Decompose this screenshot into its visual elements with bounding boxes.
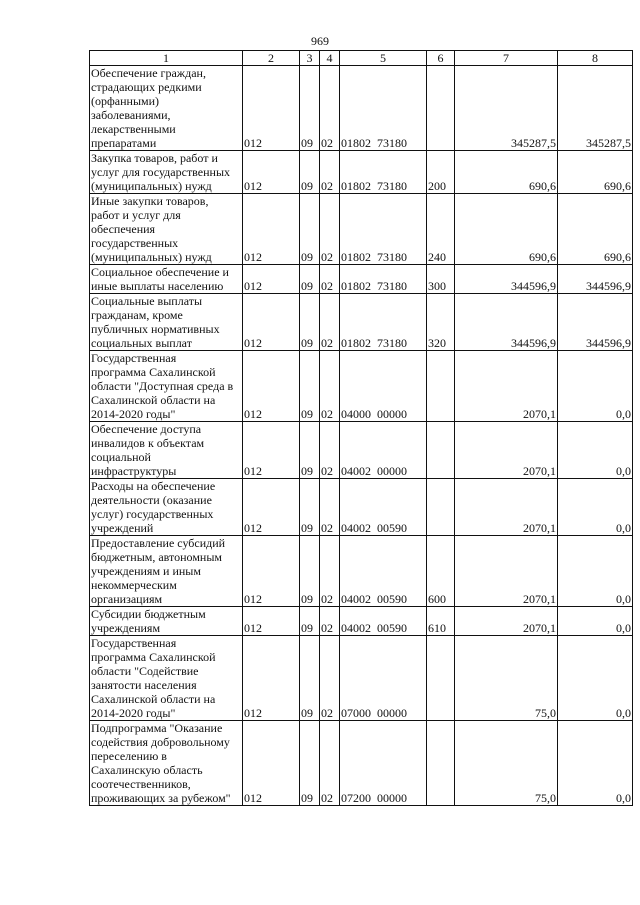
amount-col7: 2070,1: [455, 422, 558, 479]
amount-col8: 690,6: [558, 151, 633, 194]
item-name: Государственная программа Сахалинской области "Доступная среда в Сахалинской области на 2014-2020 годы": [90, 351, 243, 422]
ministry-code: 012: [243, 151, 300, 194]
amount-col8: 690,6: [558, 194, 633, 265]
amount-col7: 2070,1: [455, 479, 558, 536]
target-article-code: 01802 73180: [340, 66, 427, 151]
amount-col7: 2070,1: [455, 351, 558, 422]
section-code: 09: [300, 265, 320, 294]
subsection-code: 02: [320, 479, 340, 536]
column-header: 6: [427, 51, 455, 66]
ministry-code: 012: [243, 194, 300, 265]
target-article-code: 01802 73180: [340, 294, 427, 351]
target-article-code: 04000 00000: [340, 351, 427, 422]
table-row: [90, 351, 633, 422]
amount-col8: 0,0: [558, 479, 633, 536]
expense-type-code: [427, 721, 455, 806]
amount-col8: 345287,5: [558, 66, 633, 151]
target-article-code: 04002 00000: [340, 422, 427, 479]
column-header: 2: [243, 51, 300, 66]
subsection-code: 02: [320, 194, 340, 265]
ministry-code: 012: [243, 294, 300, 351]
item-name: Обеспечение граждан, страдающих редкими (орфанными) заболеваниями, лекарственными препаратами: [90, 66, 243, 151]
item-name: Субсидии бюджетным учреждениям: [90, 607, 243, 636]
section-code: 09: [300, 351, 320, 422]
table-row: [90, 636, 633, 721]
ministry-code: 012: [243, 66, 300, 151]
amount-col7: 75,0: [455, 636, 558, 721]
expense-type-code: [427, 479, 455, 536]
column-header: 3: [300, 51, 320, 66]
item-name: Подпрограмма "Оказание содействия добровольному переселению в Сахалинскую область соотечественников, проживающих за рубежом": [90, 721, 243, 806]
target-article-code: 04002 00590: [340, 536, 427, 607]
page-number: 969: [311, 34, 329, 48]
expense-type-code: 240: [427, 194, 455, 265]
budget-table: [89, 50, 633, 806]
section-code: 09: [300, 294, 320, 351]
item-name: Социальные выплаты гражданам, кроме публичных нормативных социальных выплат: [90, 294, 243, 351]
expense-type-code: 320: [427, 294, 455, 351]
subsection-code: 02: [320, 636, 340, 721]
amount-col7: 690,6: [455, 194, 558, 265]
item-name: Иные закупки товаров, работ и услуг для обеспечения государственных (муниципальных) нужд: [90, 194, 243, 265]
table-row: [90, 479, 633, 536]
amount-col7: 75,0: [455, 721, 558, 806]
section-code: 09: [300, 194, 320, 265]
item-name: Обеспечение доступа инвалидов к объектам социальной инфраструктуры: [90, 422, 243, 479]
column-header: 5: [340, 51, 427, 66]
section-code: 09: [300, 536, 320, 607]
table-row: [90, 536, 633, 607]
section-code: 09: [300, 66, 320, 151]
section-code: 09: [300, 607, 320, 636]
table-row: [90, 607, 633, 636]
amount-col7: 344596,9: [455, 294, 558, 351]
ministry-code: 012: [243, 721, 300, 806]
header-row: [90, 51, 633, 66]
expense-type-code: [427, 636, 455, 721]
ministry-code: 012: [243, 536, 300, 607]
table-row: [90, 265, 633, 294]
target-article-code: 01802 73180: [340, 194, 427, 265]
target-article-code: 04002 00590: [340, 607, 427, 636]
expense-type-code: 300: [427, 265, 455, 294]
ministry-code: 012: [243, 636, 300, 721]
item-name: Закупка товаров, работ и услуг для государственных (муниципальных) нужд: [90, 151, 243, 194]
column-header: 4: [320, 51, 340, 66]
item-name: Социальное обеспечение и иные выплаты населению: [90, 265, 243, 294]
amount-col7: 2070,1: [455, 536, 558, 607]
section-code: 09: [300, 151, 320, 194]
subsection-code: 02: [320, 422, 340, 479]
expense-type-code: [427, 66, 455, 151]
amount-col7: 344596,9: [455, 265, 558, 294]
expense-type-code: [427, 422, 455, 479]
subsection-code: 02: [320, 536, 340, 607]
target-article-code: 01802 73180: [340, 151, 427, 194]
amount-col8: 0,0: [558, 607, 633, 636]
target-article-code: 01802 73180: [340, 265, 427, 294]
amount-col8: 344596,9: [558, 294, 633, 351]
subsection-code: 02: [320, 265, 340, 294]
expense-type-code: [427, 351, 455, 422]
section-code: 09: [300, 422, 320, 479]
column-header: 7: [455, 51, 558, 66]
item-name: Предоставление субсидий бюджетным, автономным учреждениям и иным некоммерческим организациям: [90, 536, 243, 607]
expense-type-code: 610: [427, 607, 455, 636]
subsection-code: 02: [320, 721, 340, 806]
subsection-code: 02: [320, 607, 340, 636]
table-row: [90, 422, 633, 479]
amount-col7: 2070,1: [455, 607, 558, 636]
target-article-code: 07000 00000: [340, 636, 427, 721]
amount-col8: 0,0: [558, 721, 633, 806]
ministry-code: 012: [243, 265, 300, 294]
table-row: [90, 194, 633, 265]
amount-col8: 0,0: [558, 636, 633, 721]
section-code: 09: [300, 721, 320, 806]
amount-col7: 345287,5: [455, 66, 558, 151]
amount-col8: 344596,9: [558, 265, 633, 294]
expense-type-code: 600: [427, 536, 455, 607]
table-row: [90, 294, 633, 351]
section-code: 09: [300, 636, 320, 721]
subsection-code: 02: [320, 351, 340, 422]
amount-col8: 0,0: [558, 536, 633, 607]
ministry-code: 012: [243, 422, 300, 479]
expense-type-code: 200: [427, 151, 455, 194]
ministry-code: 012: [243, 607, 300, 636]
ministry-code: 012: [243, 479, 300, 536]
ministry-code: 012: [243, 351, 300, 422]
target-article-code: 04002 00590: [340, 479, 427, 536]
section-code: 09: [300, 479, 320, 536]
table-row: [90, 151, 633, 194]
column-header: 8: [558, 51, 633, 66]
amount-col8: 0,0: [558, 351, 633, 422]
target-article-code: 07200 00000: [340, 721, 427, 806]
column-header: 1: [90, 51, 243, 66]
subsection-code: 02: [320, 66, 340, 151]
subsection-code: 02: [320, 294, 340, 351]
item-name: Расходы на обеспечение деятельности (оказание услуг) государственных учреждений: [90, 479, 243, 536]
subsection-code: 02: [320, 151, 340, 194]
amount-col7: 690,6: [455, 151, 558, 194]
table-row: [90, 66, 633, 151]
item-name: Государственная программа Сахалинской области "Содействие занятости населения Сахалинской области на 2014-2020 годы": [90, 636, 243, 721]
table-row: [90, 721, 633, 806]
amount-col8: 0,0: [558, 422, 633, 479]
